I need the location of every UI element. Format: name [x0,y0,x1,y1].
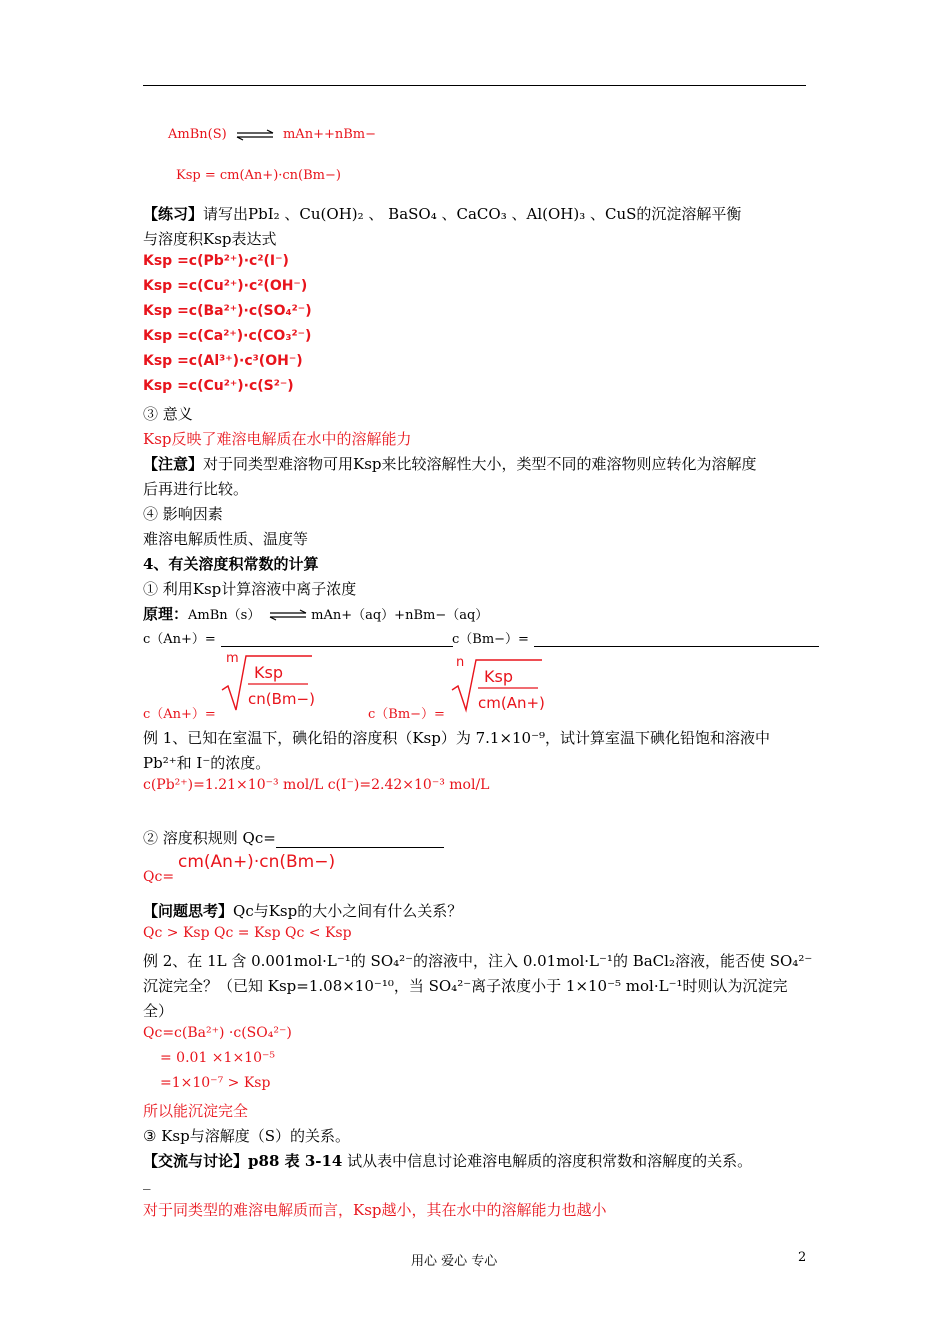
practice-line-1 [143,203,741,224]
think-text: Qc与Ksp的大小之间有什么关系？ [233,902,463,920]
qc-blank-line [276,833,444,848]
principle-tag: 原理： [143,605,189,623]
page-number: 2 [798,1250,807,1265]
equilibrium-arrow-icon [235,129,275,141]
discussion-answer: 对于同类型的难溶电解质而言，Ksp越小，其在水中的溶解能力也越小 [143,1201,607,1219]
footer-center: 用心 爱心 专心 [411,1254,498,1269]
answer-aloh3: Ksp =c(Al³⁺)·c³(OH⁻) [143,353,303,369]
principle-line [143,603,488,624]
note-line-2: 后再进行比较。 [143,480,249,498]
practice-tag: 【练习】 [143,205,204,223]
discussion-tag: 【交流与讨论】 [143,1152,249,1170]
practice-line-2: 与溶度积Ksp表达式 [143,230,277,248]
discussion-ref: p88 表 3-14 [248,1152,343,1170]
root-b-formula [448,652,548,714]
qc-expression: cm(An+)·cn(Bm−) [178,852,336,872]
rule-heading: ② 溶度积规则 Qc= [143,829,276,847]
root-a-num: Ksp [254,663,283,682]
equilibrium-equation [168,127,376,142]
example1-line-2: Pb²⁺和 I⁻的浓度。 [143,754,271,772]
answer-caco3: Ksp =c(Ca²⁺)·c(CO₃²⁻) [143,328,312,344]
qc-label: Qc= [143,869,175,885]
ans-b-label: c（Bm−）= [368,707,445,722]
example1-line-1: 例 1、已知在室温下，碘化铅的溶度积（Ksp）为 7.1×10⁻⁹，试计算室温下碘化铅饱和溶液中 [143,729,771,747]
answer-cuoh2: Ksp =c(Cu²⁺)·c²(OH⁻) [143,278,308,294]
factors-heading: ④ 影响因素 [143,505,223,523]
root-a-formula [218,652,318,714]
discussion-dash: _ [143,1172,151,1190]
think-line [143,900,462,921]
root-a-den: cn(Bm−) [248,690,315,708]
example2-ans-3: =1×10⁻⁷ > Ksp [160,1075,271,1091]
answer-pbi2: Ksp =c(Pb²⁺)·c²(I⁻) [143,253,289,269]
section3-heading: ③ Ksp与溶解度（S）的关系。 [143,1127,350,1145]
answer-baso4: Ksp =c(Ba²⁺)·c(SO₄²⁻) [143,303,312,319]
ksp-expression: Ksp = cm(An+)·cn(Bm−) [176,168,341,183]
header-rule [143,85,806,86]
example2-line-2: 沉淀完全？（已知 Ksp=1.08×10⁻¹⁰，当 SO₄²⁻离子浓度小于 1×10⁻⁵ mol·L⁻¹时则认为沉淀完 [143,977,788,995]
note-line-1 [143,453,757,474]
principle-right: mAn+（aq）+nBm−（aq） [311,608,489,623]
principle-left: AmBn（s） [188,608,261,623]
blank-a-row [143,628,453,647]
example2-ans-4: 所以能沉淀完全 [143,1102,249,1120]
answer-cus: Ksp =c(Cu²⁺)·c(S²⁻) [143,378,294,394]
section4-heading: 4、有关溶度积常数的计算 [143,555,319,573]
discussion-text: 试从表中信息讨论难溶电解质的溶度积常数和溶解度的关系。 [342,1152,753,1170]
meaning-answer: Ksp反映了难溶电解质在水中的溶解能力 [143,430,412,448]
discussion-line [143,1150,752,1171]
blank-a-label: c（An+）= [143,632,216,647]
ans-a-label: c（An+）= [143,707,216,722]
blank-b-line [534,632,819,647]
eq-left: AmBn(S) [168,127,227,142]
think-answer: Qc > Ksp Qc = Ksp Qc < Ksp [143,925,352,941]
blank-a-line [221,632,453,647]
blank-b-row [452,628,819,647]
note-text-1: 对于同类型难溶物可用Ksp来比较溶解性大小，类型不同的难溶物则应转化为溶解度 [203,455,757,473]
root-b-num: Ksp [484,667,513,686]
example2-ans-2: = 0.01 ×1×10⁻⁵ [160,1050,275,1066]
root-a-index: m [226,652,239,666]
example2-ans-1: Qc=c(Ba²⁺) ·c(SO₄²⁻) [143,1025,292,1041]
think-tag: 【问题思考】 [143,902,234,920]
root-b-index: n [456,655,465,670]
equilibrium-arrow-icon [265,609,311,621]
example2-line-3: 全） [143,1002,174,1020]
meaning-heading: ③ 意义 [143,405,193,423]
section4-sub1: ① 利用Ksp计算溶液中离子浓度 [143,580,357,598]
rule-heading-row [143,827,444,848]
eq-right: mAn++nBm− [282,127,377,142]
blank-b-label: c（Bm−）= [452,632,529,647]
factors-text: 难溶电解质性质、温度等 [143,530,309,548]
example1-answer: c(Pb²⁺)=1.21×10⁻³ mol/L c(I⁻)=2.42×10⁻³ mol/L [143,777,490,793]
example2-line-1: 例 2、在 1L 含 0.001mol·L⁻¹的 SO₄²⁻的溶液中，注入 0.01mol·L⁻¹的 BaCl₂溶液，能否使 SO₄²⁻ [143,952,813,970]
practice-text-1: 请写出PbI₂ 、Cu(OH)₂ 、 BaSO₄ 、CaCO₃ 、Al(OH)₃ 、CuS的沉淀溶解平衡 [203,205,742,223]
root-b-den: cm(An+) [478,694,545,712]
note-tag: 【注意】 [143,455,204,473]
